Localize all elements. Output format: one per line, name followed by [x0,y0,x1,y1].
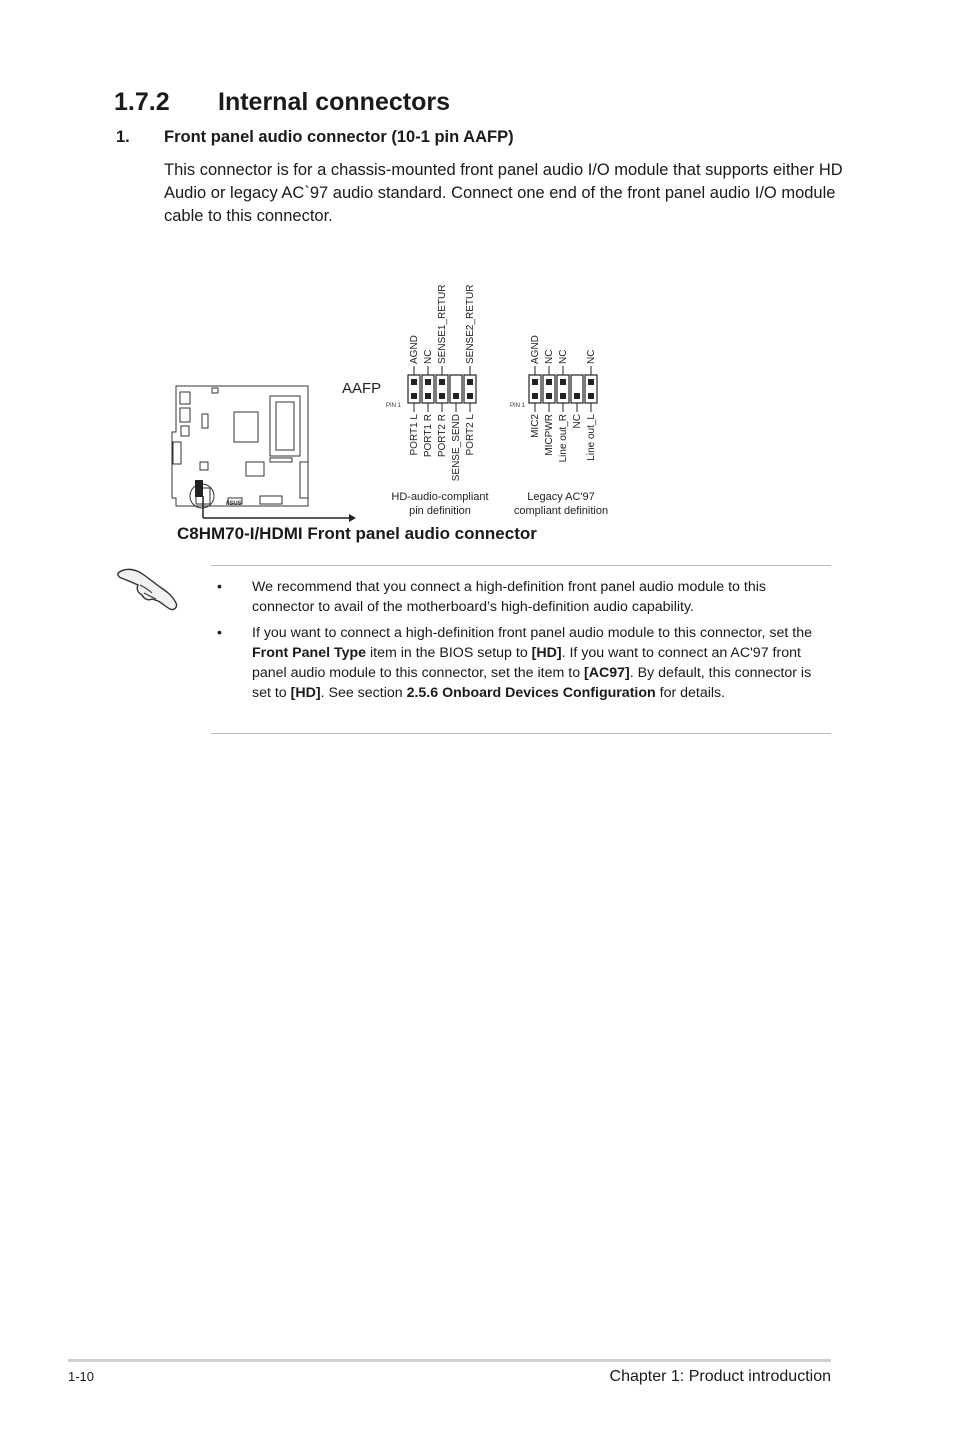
legacy-pin1-label: PIN 1 [510,403,526,409]
legacy-top-label: AGND [530,335,541,364]
item-description: This connector is for a chassis-mounted front panel audio I/O module that supports either HD Audio or legacy AC`97 audio standard. Connect one end of the front panel audio I/O module cable to this connector. [164,161,843,225]
note-top-rule [211,565,831,566]
hd-pin-header [386,285,489,517]
item-number: 1. [116,128,130,146]
item-heading [116,128,514,147]
hd-top-label: AGND [409,335,420,364]
legacy-bottom-label: NC [572,414,583,429]
section-number: 1.7.2 [114,88,170,116]
hd-top-label: SENSE2_RETUR [465,284,476,364]
notes-list [212,577,822,709]
chapter-title: Chapter 1: Product introduction [609,1368,831,1385]
legacy-top-label: NC [558,349,569,364]
legacy-top-label: NC [586,349,597,364]
hd-pin1-label: PIN 1 [386,403,402,409]
legacy-top-label: NC [544,349,555,364]
legacy-bottom-label: MICPWR [544,414,555,456]
pointing-hand-icon [114,563,180,613]
page-number: 1-10 [68,1369,95,1384]
note-item: • We recommend that you connect a high-definition front panel audio module to this connector to avail of the motherboard’s high-definition audio capability. [217,579,766,615]
connector-diagram-svg [160,262,640,528]
bios-value-ac97: [AC97] [584,665,630,681]
legacy-pin-header [510,335,608,517]
legacy-bottom-label: MIC2 [530,414,541,438]
motherboard-outline [172,386,308,508]
note-bottom-rule [211,733,831,734]
hd-bottom-label: PORT2 R [437,414,448,458]
hd-bottom-label: PORT1 L [409,414,420,456]
diagram-caption: C8HM70-I/HDMI Front panel audio connector [177,524,537,543]
bios-value-hd: [HD] [531,645,562,661]
note-text: If you want to connect a high-definition front panel audio module to this connector, set the Front Panel Type item in the BIOS setup to [HD]. If you want to connect an AC'97 front panel audio module to this connector, set the item to [AC97]. By default, this connector is set to [HD]. See section 2.5.6 Onboard Devices Configuration for details. [252,625,812,701]
footer-rule [68,1359,831,1362]
legacy-caption-line2: compliant definition [513,505,609,517]
legacy-caption-line1: Legacy AC'97 [527,491,595,503]
hd-bottom-label: SENSE_SEND [451,414,462,482]
note-text: We recommend that you connect a high-definition front panel audio module to this connector to avail of the motherboard’s high-definition audio capability. [252,579,766,615]
bios-default-hd: [HD] [290,685,321,701]
legacy-bottom-label: Line out_R [558,414,569,463]
legacy-bottom-label: Line out_L [586,414,597,461]
connector-pointer [195,480,356,522]
hd-caption-line1: HD-audio-compliant [391,491,489,503]
aafp-label: AAFP [342,380,382,397]
section-heading [114,88,450,117]
hd-top-label: SENSE1_RETUR [437,284,448,364]
hd-bottom-label: PORT1 R [423,414,434,458]
connector-diagram [160,262,640,528]
hd-bottom-label: PORT2 L [465,414,476,456]
section-title: Internal connectors [218,88,450,116]
item-title: Front panel audio connector (10-1 pin AAFP) [164,128,514,146]
bios-item-name: Front Panel Type [252,645,367,661]
hd-top-label: NC [423,349,434,364]
board-logo: /ISUS [226,501,242,507]
note-item: • If you want to connect a high-definition front panel audio module to this connector, set the Front Panel Type item in the BIOS setup to [HD]. If you want to connect an AC'97 front panel audio module to this connector, set the item to [AC97]. By default, this connector is set to [HD]. See section 2.5.6 Onboard Devices Configuration for details. [217,625,812,701]
hd-caption-line2: pin definition [409,505,471,517]
section-reference: 2.5.6 Onboard Devices Configuration [406,685,656,701]
